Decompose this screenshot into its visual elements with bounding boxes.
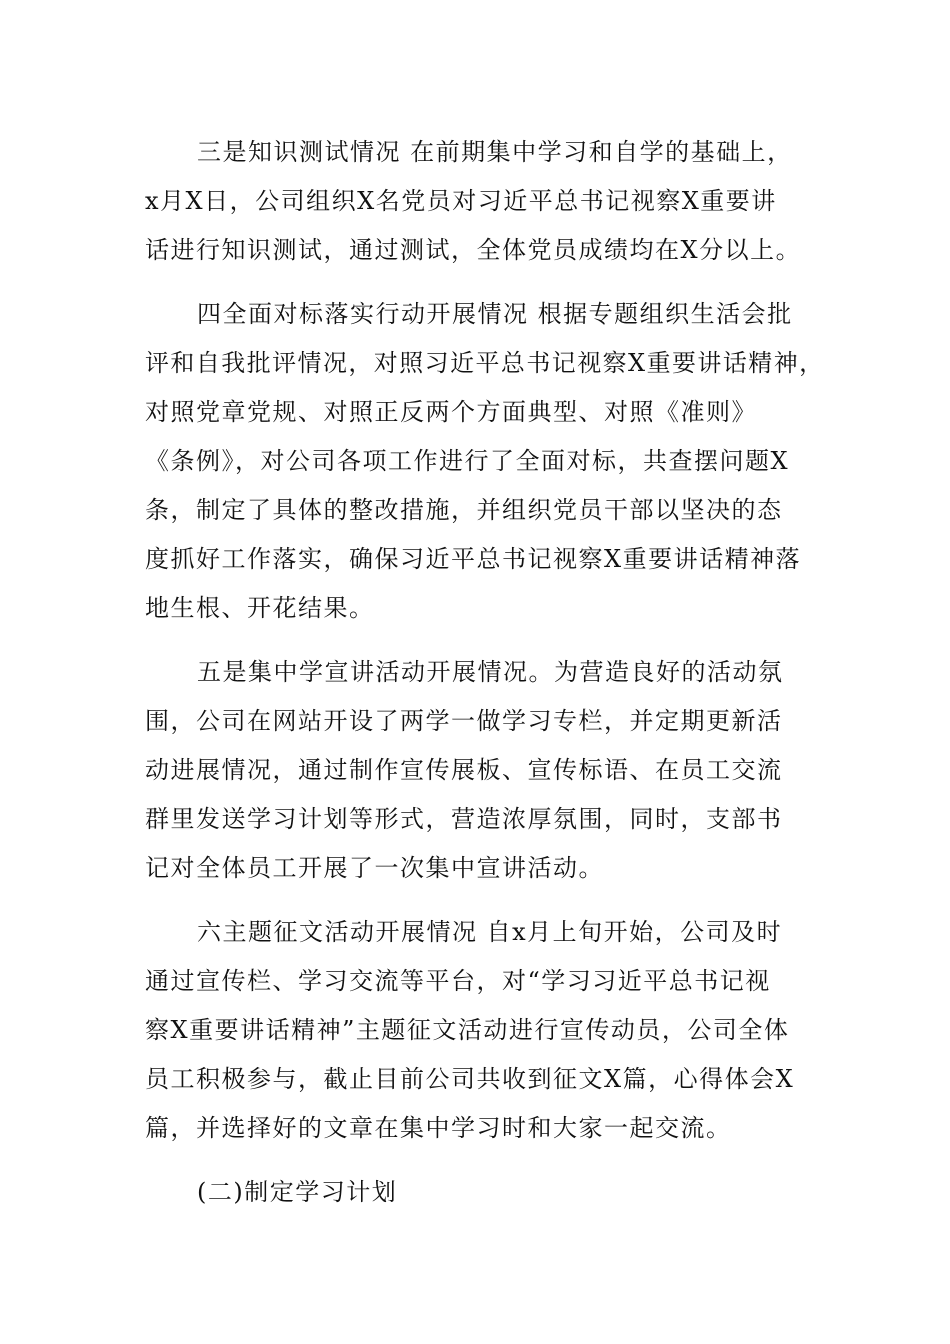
text-line: 篇，并选择好的文章在集中学习时和大家一起交流。 [145,1114,732,1142]
text-line: 五是集中学宣讲活动开展情况。为营造良好的活动氛 [197,658,784,686]
text-line: x月X日，公司组织X名党员对习近平总书记视察X重要讲 [145,187,777,215]
text-line: 围，公司在网站开设了两学一做学习专栏，并定期更新活 [145,707,783,735]
text-line: 察X重要讲话精神”主题征文活动进行宣传动员，公司全体 [145,1016,790,1044]
text-line: 记对全体员工开展了一次集中宣讲活动。 [145,854,604,882]
text-line: 评和自我批评情况，对照习近平总书记视察X重要讲话精神， [145,349,825,377]
section-heading-text: (二)制定学习计划 [197,1178,398,1206]
text-line: 员工积极参与，截止目前公司共收到征文X篇，心得体会X [145,1065,795,1093]
text-line: 对照党章党规、对照正反两个方面典型、对照《准则》 [145,398,757,426]
text-line: 话进行知识测试，通过测试，全体党员成绩均在X分以上。 [145,236,802,264]
text-line: 条，制定了具体的整改措施，并组织党员干部以坚决的态 [145,496,783,524]
text-line: 四全面对标落实行动开展情况 根据专题组织生活会批 [197,300,793,328]
text-line: 三是知识测试情况 在前期集中学习和自学的基础上， [197,138,793,166]
text-line: 群里发送学习计划等形式，营造浓厚氛围，同时，支部书 [145,805,783,833]
text-line: 动进展情况，通过制作宣传展板、宣传标语、在员工交流 [145,756,783,784]
text-line: 六主题征文活动开展情况 自x月上旬开始，公司及时 [197,918,783,946]
text-line: 通过宣传栏、学习交流等平台，对“学习习近平总书记视 [145,967,771,995]
text-line: 《条例》，对公司各项工作进行了全面对标，共查摆问题X [145,447,790,475]
text-line: 度抓好工作落实，确保习近平总书记视察X重要讲话精神落 [145,545,802,573]
text-line: 地生根、开花结果。 [145,594,375,622]
